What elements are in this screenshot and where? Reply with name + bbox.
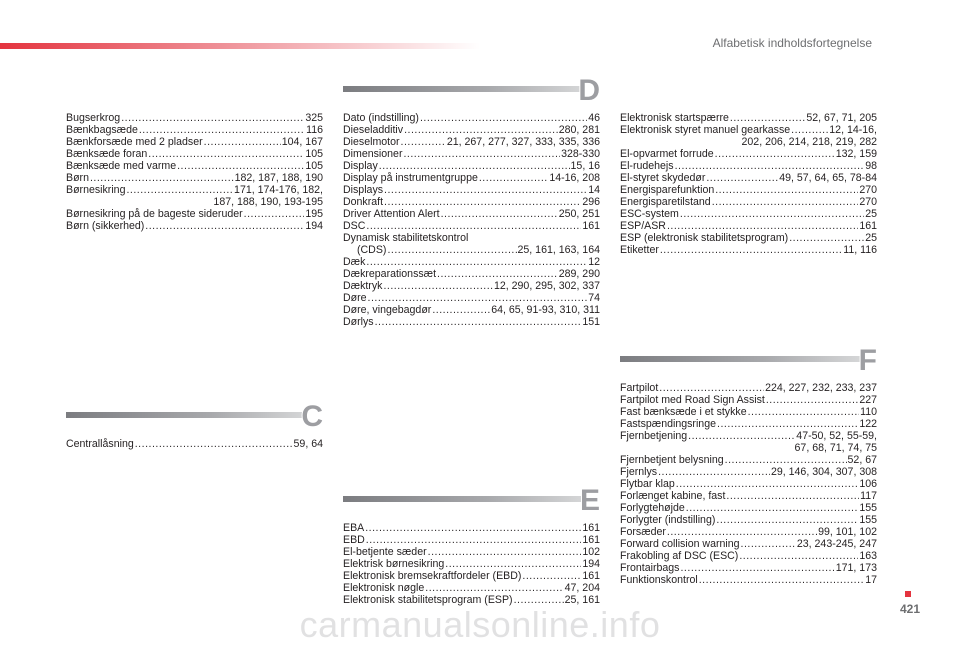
- dot-leader: [126, 184, 233, 196]
- index-pages: 250, 251: [558, 208, 600, 220]
- index-term: Børnesikring på de bageste sideruder: [66, 208, 243, 220]
- index-pages: 14-16, 208: [549, 172, 600, 184]
- index-entry: [343, 546, 600, 558]
- index-pages: 151: [582, 316, 600, 328]
- index-pages: 52, 67: [847, 454, 877, 466]
- dot-leader: [730, 112, 805, 124]
- index-entry: [343, 582, 600, 594]
- index-entry: [620, 514, 877, 526]
- index-pages: 52, 67, 71, 205: [806, 112, 877, 124]
- index-term: Bænksæde med varme: [66, 160, 177, 172]
- dot-leader: [244, 208, 305, 220]
- dot-leader: [365, 522, 581, 534]
- dot-leader: [437, 268, 558, 280]
- index-pages-continued: 67, 68, 71, 74, 75: [794, 442, 877, 454]
- index-entry: [343, 316, 600, 328]
- index-pages: 98: [865, 160, 877, 172]
- dot-leader: [425, 582, 563, 594]
- index-term: Fjernbetjent belysning: [620, 454, 724, 466]
- index-entry: [343, 148, 600, 160]
- dot-leader: [368, 292, 588, 304]
- index-entry: [620, 490, 877, 502]
- index-term: Dynamisk stabilitetskontrol: [343, 232, 469, 244]
- dot-leader: [725, 454, 847, 466]
- index-entry: [620, 394, 877, 406]
- index-term: El-rudehejs: [620, 160, 674, 172]
- index-term: Driver Attention Alert: [343, 208, 440, 220]
- index-pages: 194: [582, 558, 600, 570]
- index-term: Bænkforsæde med 2 pladser: [66, 136, 203, 148]
- index-term: Elektronisk bremsekraftfordeler (EBD): [343, 570, 522, 582]
- index-pages: 25: [865, 208, 877, 220]
- dot-leader: [177, 160, 304, 172]
- index-term: Børn: [66, 172, 89, 184]
- index-entry: [343, 256, 600, 268]
- index-pages: 47-50, 52, 55-59,: [796, 430, 877, 442]
- index-term: Elektronisk styret manuel gearkasse: [620, 124, 791, 136]
- index-term: ESC-system: [620, 208, 679, 220]
- index-entry: [620, 454, 877, 466]
- index-entry: [620, 382, 877, 394]
- dot-leader: [739, 550, 858, 562]
- page-marker: [905, 591, 911, 597]
- index-entry: [343, 136, 600, 148]
- dot-leader: [667, 526, 817, 538]
- index-entry: [343, 304, 600, 316]
- index-term: Bænkbagsæde: [66, 124, 138, 136]
- dot-leader: [387, 244, 516, 256]
- section-e-continued: [620, 112, 877, 256]
- index-entry: [66, 184, 323, 196]
- index-entry: [620, 418, 877, 430]
- index-entry: [66, 112, 323, 124]
- index-entry: [343, 220, 600, 232]
- dot-leader: [741, 538, 796, 550]
- dot-leader: [366, 220, 581, 232]
- index-entry: [620, 550, 877, 562]
- section-rule: [343, 496, 585, 502]
- index-pages: 47, 204: [564, 582, 600, 594]
- index-list-d: [343, 112, 600, 328]
- dot-leader: [403, 148, 560, 160]
- index-term: Dieselmotor: [343, 136, 400, 148]
- index-entry: [343, 112, 600, 124]
- index-pages: 74: [588, 292, 600, 304]
- index-term: Elektrisk børnesikring: [343, 558, 445, 570]
- index-entry: [343, 558, 600, 570]
- index-pages: 161: [859, 220, 877, 232]
- section-d: [343, 74, 600, 328]
- index-pages: 171, 173: [835, 562, 877, 574]
- index-entry: [343, 280, 600, 292]
- index-entry: [66, 172, 323, 184]
- dot-leader: [479, 172, 548, 184]
- index-entry: [343, 196, 600, 208]
- index-entry: [343, 232, 600, 244]
- index-entry: [343, 124, 600, 136]
- index-pages: 116: [306, 124, 323, 136]
- dot-leader: [428, 546, 582, 558]
- index-pages: 17: [865, 574, 877, 586]
- index-pages: 161: [582, 570, 600, 582]
- dot-leader: [90, 172, 234, 184]
- page-header-title: Alfabetisk indholdsfortegnelse: [712, 36, 872, 50]
- index-entry: [66, 160, 323, 172]
- index-pages: 110: [860, 406, 877, 418]
- index-term: Display: [343, 160, 378, 172]
- section-letter-e: E: [579, 484, 600, 517]
- index-pages: 122: [859, 418, 877, 430]
- index-pages: 270: [859, 184, 877, 196]
- index-term: Dæk: [343, 256, 366, 268]
- index-pages: 64, 65, 91-93, 310, 311: [491, 304, 600, 316]
- dot-leader: [791, 124, 828, 136]
- index-pages: 12: [588, 256, 600, 268]
- dot-leader: [145, 220, 304, 232]
- dot-leader: [441, 208, 558, 220]
- index-pages: 49, 57, 64, 65, 78-84: [779, 172, 877, 184]
- dot-leader: [522, 570, 581, 582]
- index-term: Bænksæde foran: [66, 148, 148, 160]
- index-entry: [620, 562, 877, 574]
- index-pages: 155: [859, 514, 877, 526]
- dot-leader: [139, 124, 305, 136]
- index-pages: 325: [305, 112, 323, 124]
- dot-leader: [680, 562, 834, 574]
- dot-leader: [676, 478, 859, 490]
- index-term: Frontairbags: [620, 562, 680, 574]
- index-pages: 182, 187, 188, 190: [234, 172, 323, 184]
- dot-leader: [660, 244, 842, 256]
- dot-leader: [726, 490, 859, 502]
- dot-leader: [366, 256, 587, 268]
- index-pages: 328-330: [561, 148, 600, 160]
- index-term: Centrallåsning: [66, 438, 134, 450]
- index-pages: 289, 290: [558, 268, 600, 280]
- index-pages: 46: [588, 112, 600, 124]
- index-pages: 161: [582, 534, 600, 546]
- index-entry: [620, 466, 877, 478]
- index-pages: 102: [582, 546, 600, 558]
- dot-leader: [121, 112, 304, 124]
- index-term: Børn (sikkerhed): [66, 220, 145, 232]
- index-term: Funktionskontrol: [620, 574, 698, 586]
- dot-leader: [658, 466, 770, 478]
- section-rule: [66, 412, 308, 418]
- index-term: Fartpilot med Road Sign Assist: [620, 394, 765, 406]
- index-pages: 194: [305, 220, 323, 232]
- index-pages: 105: [305, 160, 323, 172]
- index-list-c: [66, 438, 323, 450]
- index-entry: [66, 220, 323, 232]
- index-entry: [620, 220, 877, 232]
- section-letter-d: D: [578, 74, 600, 107]
- index-term: Fartpilot: [620, 382, 659, 394]
- index-term: Fjernlys: [620, 466, 658, 478]
- index-pages: 21, 267, 277, 327, 333, 335, 336: [446, 136, 600, 148]
- index-term: Displays: [343, 184, 384, 196]
- index-pages: 104, 167: [281, 136, 323, 148]
- index-pages: 224, 227, 232, 233, 237: [765, 382, 877, 394]
- section-letter-c: C: [301, 400, 323, 433]
- index-pages: 163: [859, 550, 877, 562]
- dot-leader: [384, 196, 581, 208]
- index-entry: [343, 534, 600, 546]
- section-rule: [343, 86, 585, 92]
- index-term: EBA: [343, 522, 365, 534]
- dot-leader: [716, 514, 858, 526]
- index-entry: [620, 538, 877, 550]
- index-pages: 105: [305, 148, 323, 160]
- index-pages: 99, 101, 102: [818, 526, 877, 538]
- index-term: ESP/ASR: [620, 220, 666, 232]
- index-term: Donkraft: [343, 196, 384, 208]
- section-b: [66, 112, 323, 232]
- index-pages: 227: [859, 394, 877, 406]
- section-f: [620, 344, 877, 586]
- index-entry: [620, 112, 877, 124]
- index-entry: [343, 208, 600, 220]
- index-entry: [620, 184, 877, 196]
- dot-leader: [675, 160, 865, 172]
- index-term: Forlygtehøjde: [620, 502, 685, 514]
- dot-leader: [699, 574, 864, 586]
- section-rule: [620, 356, 862, 362]
- dot-leader: [366, 534, 582, 546]
- index-term: Dato (indstilling): [343, 112, 419, 124]
- index-entry: [66, 148, 323, 160]
- index-entry: [620, 244, 877, 256]
- index-term: Forward collision warning: [620, 538, 740, 550]
- index-list-e: [343, 522, 600, 606]
- header-accent-bar: [0, 43, 480, 49]
- index-entry: [620, 124, 877, 136]
- index-entry: [343, 244, 600, 256]
- index-list-e-cont: [620, 112, 877, 256]
- index-term: (CDS): [357, 244, 387, 256]
- index-entry: [620, 406, 877, 418]
- index-pages: 106: [859, 478, 877, 490]
- index-term: Fjernbetjening: [620, 430, 688, 442]
- dot-leader: [680, 208, 864, 220]
- index-pages: 296: [582, 196, 600, 208]
- index-pages: 23, 243-245, 247: [796, 538, 877, 550]
- dot-leader: [717, 418, 858, 430]
- section-heading-c: [66, 400, 323, 432]
- index-entry: [343, 522, 600, 534]
- index-entry: [620, 502, 877, 514]
- index-term: Elektronisk startspærre: [620, 112, 729, 124]
- index-entry: [343, 570, 600, 582]
- section-heading-d: [343, 74, 600, 106]
- index-pages: 11, 116: [843, 244, 877, 256]
- index-term: Frakobling af DSC (ESC): [620, 550, 739, 562]
- index-entry: [343, 292, 600, 304]
- dot-leader: [706, 172, 778, 184]
- index-entry: [343, 268, 600, 280]
- dot-leader: [659, 382, 764, 394]
- index-term: Etiketter: [620, 244, 659, 256]
- index-entry: [620, 526, 877, 538]
- dot-leader: [401, 136, 446, 148]
- index-term: Elektronisk stabilitetsprogram (ESP): [343, 594, 513, 606]
- index-term: Dækreparationssæt: [343, 268, 437, 280]
- index-term: El-opvarmet forrude: [620, 148, 714, 160]
- dot-leader: [384, 184, 587, 196]
- dot-leader: [667, 220, 858, 232]
- index-term: Energisparetilstand: [620, 196, 711, 208]
- index-term: Dørlys: [343, 316, 374, 328]
- index-pages: 280, 281: [558, 124, 600, 136]
- index-entry: [343, 184, 600, 196]
- index-entry: [620, 160, 877, 172]
- index-pages: 12, 290, 295, 302, 337: [493, 280, 600, 292]
- index-entry: [66, 136, 323, 148]
- index-list-b: [66, 112, 323, 232]
- dot-leader: [686, 502, 859, 514]
- dot-leader: [148, 148, 304, 160]
- dot-leader: [748, 406, 860, 418]
- index-list-f: [620, 382, 877, 586]
- index-term: Forlænget kabine, fast: [620, 490, 726, 502]
- index-pages: 132, 159: [835, 148, 877, 160]
- dot-leader: [375, 316, 582, 328]
- index-term: Elektronisk nøgle: [343, 582, 425, 594]
- index-entry: [620, 196, 877, 208]
- dot-leader: [715, 148, 835, 160]
- dot-leader: [135, 438, 293, 450]
- index-term: Bugserkrog: [66, 112, 121, 124]
- index-entry: [343, 172, 600, 184]
- index-term: Fast bænksæde i et stykke: [620, 406, 747, 418]
- index-pages: 270: [859, 196, 877, 208]
- index-term: Fastspændingsringe: [620, 418, 716, 430]
- page-number: 421: [900, 602, 921, 616]
- index-entry: [66, 208, 323, 220]
- watermark-text: carmanualsonline.info: [299, 604, 661, 645]
- index-entry: [620, 574, 877, 586]
- index-pages: 12, 14-16,: [829, 124, 877, 136]
- index-term: ESP (elektronisk stabilitetsprogram): [620, 232, 789, 244]
- index-entry: [66, 124, 323, 136]
- index-term: Dieseladditiv: [343, 124, 404, 136]
- index-entry: [620, 172, 877, 184]
- index-pages: 15, 16: [570, 160, 600, 172]
- dot-leader: [789, 232, 864, 244]
- index-entry: [620, 430, 877, 442]
- index-term: DSC: [343, 220, 366, 232]
- index-entry: [620, 478, 877, 490]
- section-heading-e: [343, 484, 600, 516]
- index-entry: [343, 160, 600, 172]
- index-term: EBD: [343, 534, 365, 546]
- index-pages: 171, 174-176, 182,: [234, 184, 323, 196]
- index-pages: 161: [582, 220, 600, 232]
- index-term: Forlygter (indstilling): [620, 514, 716, 526]
- dot-leader: [445, 558, 581, 570]
- index-pages: 25, 161: [564, 594, 600, 606]
- index-term: Forsæder: [620, 526, 666, 538]
- section-e: [343, 484, 600, 606]
- index-term: Døre, vingebagdør: [343, 304, 432, 316]
- index-pages: 117: [860, 490, 877, 502]
- index-term: Døre: [343, 292, 367, 304]
- index-pages-continued: 202, 206, 214, 218, 219, 282: [741, 136, 877, 148]
- dot-leader: [404, 124, 558, 136]
- dot-leader: [688, 430, 795, 442]
- index-entry: [66, 438, 323, 450]
- section-c: [66, 400, 323, 450]
- index-pages: 59, 64: [293, 438, 323, 450]
- dot-leader: [420, 112, 587, 124]
- index-term: Dimensioner: [343, 148, 403, 160]
- index-term: Dæktryk: [343, 280, 383, 292]
- index-term: Energisparefunktion: [620, 184, 715, 196]
- index-term: Flytbar klap: [620, 478, 675, 490]
- index-term: Børnesikring: [66, 184, 126, 196]
- dot-leader: [383, 280, 493, 292]
- dot-leader: [766, 394, 858, 406]
- index-entry: [620, 148, 877, 160]
- index-term: El-betjente sæder: [343, 546, 427, 558]
- index-term: El-styret skydedør: [620, 172, 706, 184]
- index-pages-continued: 187, 188, 190, 193-195: [213, 196, 323, 208]
- index-entry: [620, 208, 877, 220]
- index-pages: 29, 146, 304, 307, 308: [770, 466, 877, 478]
- index-pages: 14: [588, 184, 600, 196]
- section-letter-f: F: [858, 344, 877, 377]
- dot-leader: [712, 196, 859, 208]
- dot-leader: [204, 136, 281, 148]
- index-entry: [620, 232, 877, 244]
- index-pages: 161: [582, 522, 600, 534]
- index-pages: 155: [859, 502, 877, 514]
- dot-leader: [715, 184, 858, 196]
- index-pages: 25: [865, 232, 877, 244]
- index-term: Display på instrumentgruppe: [343, 172, 478, 184]
- dot-leader: [432, 304, 490, 316]
- index-pages: 195: [305, 208, 323, 220]
- dot-leader: [379, 160, 570, 172]
- section-heading-f: [620, 344, 877, 376]
- index-pages: 25, 161, 163, 164: [517, 244, 600, 256]
